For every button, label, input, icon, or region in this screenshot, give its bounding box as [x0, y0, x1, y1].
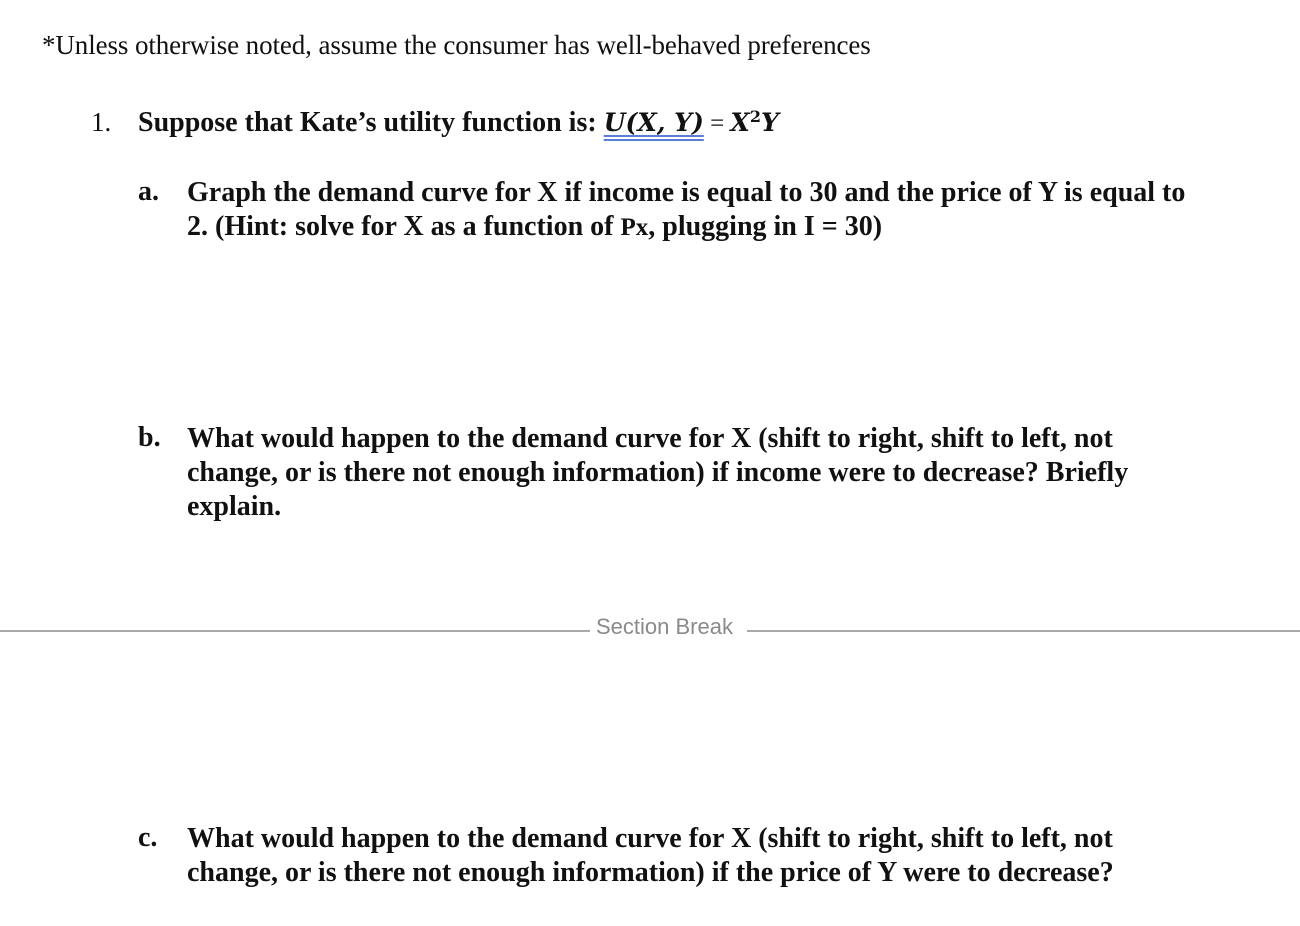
- part-c-text: [187, 822, 1287, 890]
- formula-equals: =: [703, 110, 731, 137]
- part-a-line-1: Graph the demand curve for X if income is equal to 30 and the price of Y is equal to: [187, 177, 1186, 208]
- section-break: [0, 614, 1300, 644]
- part-a-text: [187, 176, 1287, 245]
- utility-formula: [604, 108, 779, 137]
- formula-exponent: 2: [749, 107, 761, 126]
- part-a-line-2: [187, 210, 1287, 245]
- section-break-line-right: [747, 630, 1300, 632]
- part-c-line-1: What would happen to the demand curve for X (shift to right, shift to left, not: [187, 823, 1113, 854]
- utility-function-symbol: U(X, Y): [603, 108, 704, 137]
- section-break-line-left: [0, 630, 590, 632]
- question-text: [138, 107, 779, 139]
- formula-tail: Y: [760, 108, 779, 137]
- formula-base: X: [730, 108, 750, 137]
- part-c-line-2: change, or is there not enough information) if the price of Y were to decrease?: [187, 857, 1114, 888]
- question-number: 1.: [91, 107, 112, 137]
- part-a-letter: a.: [138, 176, 159, 207]
- part-b-line-2: change, or is there not enough information) if income were to decrease? Briefly: [187, 457, 1129, 488]
- part-a-line-2-end: , plugging in I = 30): [648, 211, 883, 242]
- assumption-note: *Unless otherwise noted, assume the consumer has well-behaved preferences: [42, 30, 871, 60]
- part-c-letter: c.: [138, 822, 158, 853]
- part-b-line-1: What would happen to the demand curve for X (shift to right, shift to left, not: [187, 423, 1113, 454]
- part-b-text: [187, 422, 1287, 524]
- part-a-px: Px: [620, 214, 649, 241]
- part-b-line-3: explain.: [187, 491, 282, 522]
- question-prompt: Suppose that Kate’s utility function is:: [138, 107, 604, 138]
- part-a-line-2-start: 2. (Hint: solve for X as a function of: [187, 211, 621, 242]
- section-break-label: Section Break: [596, 614, 733, 639]
- part-b-letter: b.: [138, 422, 161, 453]
